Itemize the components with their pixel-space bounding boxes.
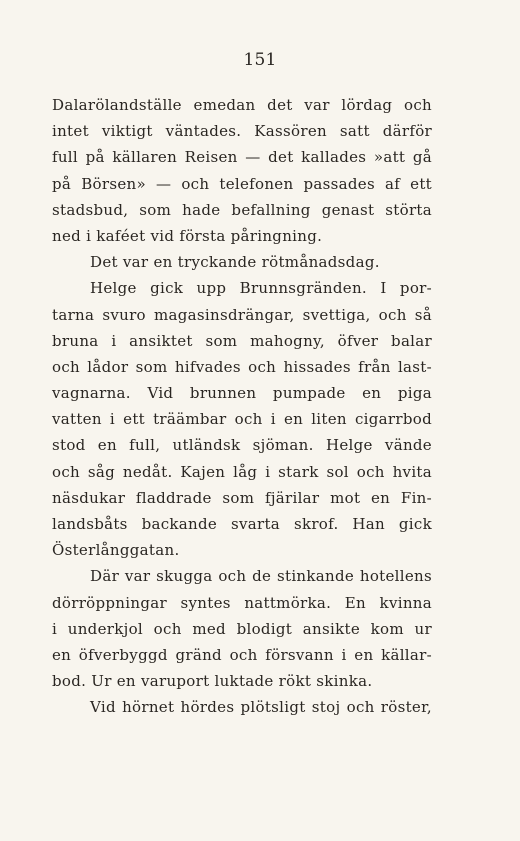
text-line: ned i kaféet vid första påringning. <box>52 226 323 245</box>
text-line: näsdukar fladdrade som fjärilar mot en Fin- <box>52 488 432 507</box>
text-line: bruna i ansiktet som mahogny, öfver balar <box>52 331 432 350</box>
text-line: tarna svuro magasinsdrängar, svettiga, och så <box>52 305 432 324</box>
text-line: vatten i ett träämbar och i en liten cigarrbod <box>52 410 432 429</box>
body-text <box>52 92 432 721</box>
text-line: Dalarölandställe emedan det var lördag och <box>52 96 432 114</box>
text-line: och lådor som hifvades och hissades från last- <box>52 357 432 376</box>
text-line: Det var en tryckande rötmånadsdag. <box>90 253 380 272</box>
text-line: stod en full, utländsk sjöman. Helge vände <box>52 436 432 455</box>
text-line: Vid hörnet hördes plötsligt stoj och röster, <box>90 698 432 717</box>
text-line: Österlånggatan. <box>52 541 180 560</box>
text-line: landsbåts backande svarta skrof. Han gick <box>52 515 432 533</box>
text-line: vagnarna. Vid brunnen pumpade en piga <box>52 384 432 403</box>
text-line: Helge gick upp Brunnsgränden. I por- <box>90 279 432 298</box>
text-line: stadsbud, som hade befallning genast störta <box>52 200 432 219</box>
text-line: dörröppningar syntes nattmörka. En kvinna <box>52 593 432 612</box>
text-line: i underkjol och med blodigt ansikte kom ur <box>52 619 432 638</box>
page-number: 151 <box>243 50 277 70</box>
text-line: och såg nedåt. Kajen låg i stark sol och hvita <box>52 462 432 481</box>
text-line: Där var skugga och de stinkande hotellens <box>90 567 432 586</box>
text-line: på Börsen» — och telefonen passades af ett <box>52 174 432 193</box>
text-line: bod. Ur en varuport luktade rökt skinka. <box>52 672 373 691</box>
text-line: intet viktigt väntades. Kassören satt därför <box>52 122 432 141</box>
text-line: en öfverbyggd gränd och försvann i en källar- <box>52 645 432 664</box>
text-line: full på källaren Reisen — det kallades »att gå <box>52 148 432 167</box>
